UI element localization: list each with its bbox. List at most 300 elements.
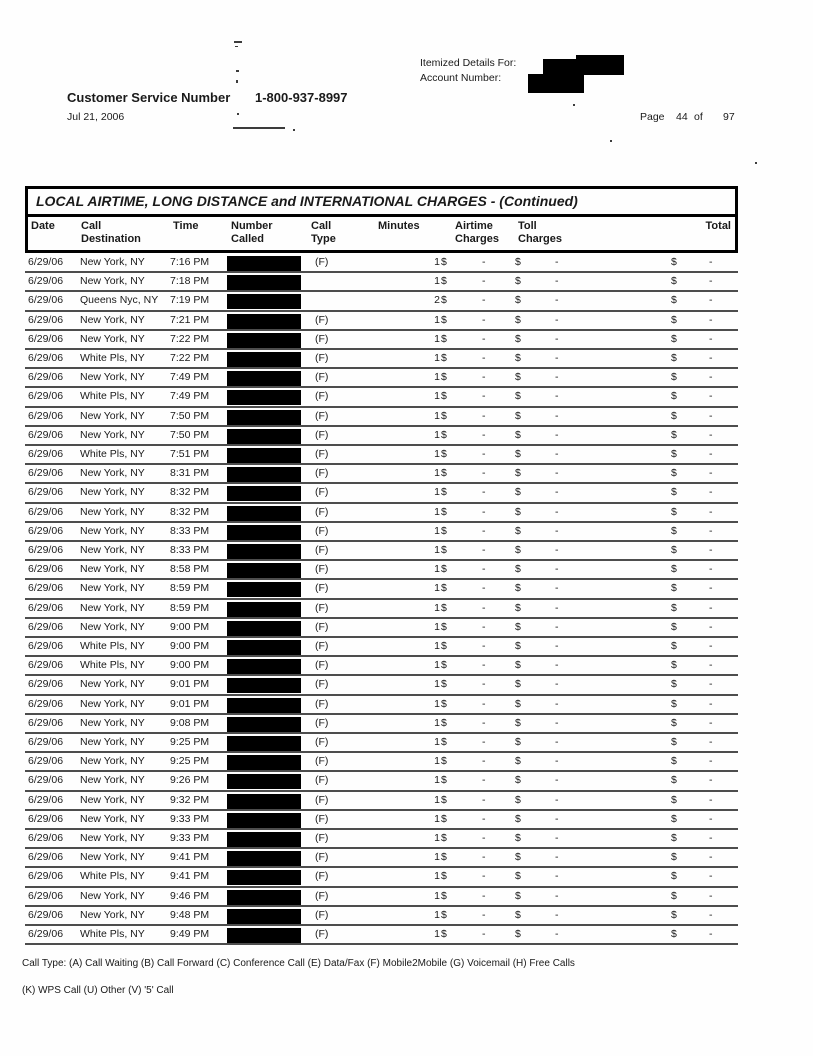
table-row (25, 542, 738, 561)
scan-artifact (237, 113, 239, 115)
cell-airtime-currency: $ (441, 908, 447, 921)
table-row (25, 907, 738, 926)
customer-service-label: Customer Service Number (67, 90, 231, 105)
cell-minutes: 1 (434, 524, 440, 537)
cell-airtime-value: - (482, 851, 486, 864)
cell-total-currency: $ (671, 486, 677, 499)
cell-date: 6/29/06 (28, 371, 64, 384)
scan-artifact (293, 129, 295, 131)
cell-airtime-value: - (482, 563, 486, 576)
redaction-box-number-called (227, 794, 301, 809)
cell-minutes: 1 (434, 716, 440, 729)
cell-total-currency: $ (671, 467, 677, 480)
redaction-box-number-called (227, 621, 301, 636)
cell-total-currency: $ (671, 851, 677, 864)
cell-total-currency: $ (671, 736, 677, 748)
cell-time: 9:41 PM (170, 851, 210, 864)
cell-airtime-value: - (482, 755, 486, 768)
cell-call-destination: White Pls, NY (80, 870, 145, 883)
cell-call-type: (F) (315, 620, 329, 633)
customer-service-number: 1-800-937-8997 (255, 90, 348, 105)
cell-minutes: 1 (434, 851, 440, 864)
cell-call-type: (F) (315, 256, 329, 268)
cell-toll-value: - (555, 467, 559, 480)
cell-minutes: 1 (434, 736, 440, 748)
cell-toll-currency: $ (515, 544, 521, 556)
cell-call-type: (F) (315, 697, 329, 710)
cell-toll-currency: $ (515, 755, 521, 768)
cell-date: 6/29/06 (28, 332, 64, 345)
cell-call-destination: New York, NY (80, 774, 145, 787)
table-row (25, 868, 738, 887)
cell-toll-value: - (555, 812, 559, 825)
redaction-box-number-called (227, 832, 301, 847)
redaction-box-number-called (227, 467, 301, 482)
cell-time: 9:25 PM (170, 755, 210, 768)
cell-time: 9:08 PM (170, 716, 210, 729)
cell-call-destination: New York, NY (80, 908, 145, 921)
cell-toll-currency: $ (515, 832, 521, 844)
cell-date: 6/29/06 (28, 352, 64, 364)
redaction-box-number-called (227, 678, 301, 693)
col-header-line: Destination (81, 233, 141, 245)
cell-toll-currency: $ (515, 774, 521, 787)
cell-total-currency: $ (671, 870, 677, 883)
col-header-minutes: Minutes (378, 220, 420, 232)
cell-total-value: - (709, 697, 713, 710)
cell-airtime-value: - (482, 544, 486, 556)
cell-total-value: - (709, 620, 713, 633)
cell-call-type: (F) (315, 352, 329, 364)
cell-call-type: (F) (315, 774, 329, 787)
cell-date: 6/29/06 (28, 832, 64, 844)
cell-airtime-currency: $ (441, 544, 447, 556)
col-header-total: Total (705, 220, 731, 232)
cell-airtime-currency: $ (441, 467, 447, 480)
cell-airtime-currency: $ (441, 889, 447, 902)
cell-toll-value: - (555, 659, 559, 672)
scan-artifact (755, 162, 757, 164)
cell-call-type: (F) (315, 659, 329, 672)
cell-total-value: - (709, 582, 713, 595)
cell-airtime-value: - (482, 736, 486, 748)
redaction-box-number-called (227, 429, 301, 444)
cell-minutes: 1 (434, 928, 440, 940)
cell-total-currency: $ (671, 793, 677, 806)
table-row (25, 273, 738, 292)
cell-time: 7:21 PM (170, 313, 210, 326)
cell-toll-currency: $ (515, 390, 521, 403)
cell-total-value: - (709, 275, 713, 288)
redaction-box-number-called (227, 717, 301, 732)
cell-call-destination: New York, NY (80, 755, 145, 768)
cell-total-currency: $ (671, 332, 677, 345)
call-type-legend-line1: Call Type: (A) Call Waiting (B) Call Forward (C) Conference Call (E) Data/Fax (F) Mobile2Mobile (G) Voicemail (H) Free Calls (22, 958, 575, 969)
cell-total-value: - (709, 313, 713, 326)
cell-date: 6/29/06 (28, 716, 64, 729)
cell-date: 6/29/06 (28, 889, 64, 902)
cell-airtime-currency: $ (441, 659, 447, 672)
cell-date: 6/29/06 (28, 697, 64, 710)
table-row (25, 465, 738, 484)
redaction-box-number-called (227, 698, 301, 713)
cell-date: 6/29/06 (28, 851, 64, 864)
cell-airtime-currency: $ (441, 275, 447, 288)
cell-toll-value: - (555, 352, 559, 364)
itemized-details-label: Itemized Details For: (420, 57, 517, 69)
cell-call-destination: New York, NY (80, 582, 145, 595)
cell-date: 6/29/06 (28, 467, 64, 480)
redaction-box-number-called (227, 256, 301, 271)
table-row (25, 734, 738, 753)
cell-airtime-currency: $ (441, 678, 447, 691)
cell-call-destination: New York, NY (80, 275, 145, 288)
cell-toll-currency: $ (515, 409, 521, 422)
cell-call-type: (F) (315, 524, 329, 537)
cell-call-type: (F) (315, 313, 329, 326)
cell-call-type: (F) (315, 428, 329, 441)
cell-call-destination: New York, NY (80, 620, 145, 633)
cell-minutes: 1 (434, 275, 440, 288)
cell-total-currency: $ (671, 390, 677, 403)
cell-time: 8:58 PM (170, 563, 210, 576)
cell-toll-currency: $ (515, 908, 521, 921)
col-header-line: Charges (518, 233, 563, 245)
cell-airtime-value: - (482, 332, 486, 345)
cell-time: 8:31 PM (170, 467, 210, 480)
cell-total-currency: $ (671, 620, 677, 633)
cell-toll-currency: $ (515, 294, 521, 307)
cell-total-value: - (709, 505, 713, 518)
cell-call-destination: New York, NY (80, 428, 145, 441)
col-header-date: Date (31, 220, 55, 232)
cell-call-type: (F) (315, 448, 329, 460)
table-row (25, 312, 738, 331)
cell-call-type: (F) (315, 832, 329, 844)
cell-total-currency: $ (671, 409, 677, 422)
col-header-line: Call (311, 220, 332, 232)
cell-toll-currency: $ (515, 889, 521, 902)
cell-total-currency: $ (671, 448, 677, 460)
cell-total-value: - (709, 755, 713, 768)
cell-toll-value: - (555, 908, 559, 921)
cell-total-currency: $ (671, 832, 677, 844)
table-row (25, 580, 738, 599)
cell-airtime-value: - (482, 582, 486, 595)
cell-total-currency: $ (671, 256, 677, 268)
redaction-box-number-called (227, 736, 301, 751)
cell-toll-currency: $ (515, 601, 521, 614)
table-row (25, 638, 738, 657)
redaction-box-number-called (227, 506, 301, 521)
cell-total-currency: $ (671, 601, 677, 614)
cell-airtime-value: - (482, 428, 486, 441)
cell-toll-value: - (555, 256, 559, 268)
cell-toll-currency: $ (515, 371, 521, 384)
cell-call-destination: New York, NY (80, 601, 145, 614)
cell-toll-currency: $ (515, 640, 521, 652)
cell-total-value: - (709, 390, 713, 403)
cell-call-type: (F) (315, 544, 329, 556)
table-row (25, 830, 738, 849)
cell-airtime-currency: $ (441, 851, 447, 864)
cell-toll-value: - (555, 275, 559, 288)
page-total: 97 (723, 111, 735, 123)
cell-call-destination: White Pls, NY (80, 390, 145, 403)
cell-call-destination: New York, NY (80, 812, 145, 825)
cell-total-value: - (709, 889, 713, 902)
redaction-box-number-called (227, 410, 301, 425)
cell-total-value: - (709, 448, 713, 460)
redaction-box-number-called (227, 870, 301, 885)
table-row (25, 504, 738, 523)
cell-minutes: 1 (434, 313, 440, 326)
cell-toll-currency: $ (515, 275, 521, 288)
cell-airtime-value: - (482, 256, 486, 268)
cell-total-currency: $ (671, 774, 677, 787)
cell-toll-value: - (555, 544, 559, 556)
cell-time: 8:32 PM (170, 486, 210, 499)
cell-airtime-value: - (482, 486, 486, 499)
cell-minutes: 1 (434, 467, 440, 480)
scan-artifact (610, 140, 612, 142)
cell-minutes: 1 (434, 908, 440, 921)
cell-date: 6/29/06 (28, 736, 64, 748)
cell-total-currency: $ (671, 582, 677, 595)
cell-minutes: 2 (434, 294, 440, 307)
cell-airtime-value: - (482, 889, 486, 902)
cell-time: 9:49 PM (170, 928, 210, 940)
cell-time: 9:33 PM (170, 812, 210, 825)
cell-date: 6/29/06 (28, 505, 64, 518)
redaction-box-number-called (227, 544, 301, 559)
cell-airtime-currency: $ (441, 620, 447, 633)
table-row (25, 772, 738, 791)
scan-artifact (234, 41, 242, 43)
cell-total-value: - (709, 467, 713, 480)
cell-airtime-value: - (482, 524, 486, 537)
cell-time: 9:00 PM (170, 659, 210, 672)
cell-toll-currency: $ (515, 697, 521, 710)
cell-call-type: (F) (315, 755, 329, 768)
cell-airtime-value: - (482, 448, 486, 460)
cell-date: 6/29/06 (28, 870, 64, 883)
cell-toll-value: - (555, 640, 559, 652)
cell-minutes: 1 (434, 582, 440, 595)
cell-call-destination: Queens Nyc, NY (80, 294, 159, 307)
cell-airtime-currency: $ (441, 332, 447, 345)
cell-total-value: - (709, 256, 713, 268)
cell-call-destination: New York, NY (80, 505, 145, 518)
table-row (25, 254, 738, 273)
cell-minutes: 1 (434, 832, 440, 844)
cell-time: 9:01 PM (170, 697, 210, 710)
cell-minutes: 1 (434, 563, 440, 576)
cell-call-type: (F) (315, 640, 329, 652)
charges-table-header-box (25, 186, 738, 253)
cell-airtime-currency: $ (441, 774, 447, 787)
cell-airtime-currency: $ (441, 313, 447, 326)
cell-toll-value: - (555, 390, 559, 403)
cell-total-value: - (709, 812, 713, 825)
redaction-box-number-called (227, 774, 301, 789)
cell-airtime-value: - (482, 659, 486, 672)
cell-call-type: (F) (315, 851, 329, 864)
cell-call-type: (F) (315, 716, 329, 729)
table-row (25, 561, 738, 580)
cell-time: 7:22 PM (170, 352, 210, 364)
cell-total-value: - (709, 774, 713, 787)
cell-total-currency: $ (671, 908, 677, 921)
cell-call-destination: New York, NY (80, 486, 145, 499)
cell-call-type: (F) (315, 390, 329, 403)
cell-call-type: (F) (315, 505, 329, 518)
scan-artifact (235, 46, 238, 47)
redaction-box-account (528, 74, 584, 93)
cell-airtime-currency: $ (441, 870, 447, 883)
cell-toll-value: - (555, 448, 559, 460)
cell-airtime-value: - (482, 620, 486, 633)
cell-toll-value: - (555, 736, 559, 748)
table-row (25, 792, 738, 811)
cell-toll-currency: $ (515, 851, 521, 864)
col-header-line: Number (231, 220, 273, 232)
table-row (25, 446, 738, 465)
cell-date: 6/29/06 (28, 582, 64, 595)
cell-call-destination: New York, NY (80, 889, 145, 902)
table-row (25, 696, 738, 715)
cell-total-value: - (709, 332, 713, 345)
cell-toll-currency: $ (515, 659, 521, 672)
redaction-box-name (576, 55, 624, 75)
cell-total-value: - (709, 908, 713, 921)
cell-call-type: (F) (315, 582, 329, 595)
cell-toll-currency: $ (515, 812, 521, 825)
cell-airtime-value: - (482, 870, 486, 883)
cell-total-currency: $ (671, 716, 677, 729)
cell-date: 6/29/06 (28, 793, 64, 806)
cell-airtime-currency: $ (441, 793, 447, 806)
redaction-box-number-called (227, 390, 301, 405)
cell-minutes: 1 (434, 486, 440, 499)
cell-airtime-currency: $ (441, 640, 447, 652)
cell-time: 7:18 PM (170, 275, 210, 288)
cell-call-type: (F) (315, 601, 329, 614)
cell-airtime-currency: $ (441, 409, 447, 422)
cell-total-currency: $ (671, 659, 677, 672)
cell-total-value: - (709, 371, 713, 384)
col-header-call-type (311, 220, 336, 246)
col-header-line: Type (311, 233, 336, 245)
redaction-box-number-called (227, 371, 301, 386)
cell-toll-currency: $ (515, 467, 521, 480)
cell-airtime-currency: $ (441, 428, 447, 441)
cell-minutes: 1 (434, 544, 440, 556)
cell-date: 6/29/06 (28, 659, 64, 672)
cell-call-destination: New York, NY (80, 697, 145, 710)
cell-date: 6/29/06 (28, 774, 64, 787)
cell-minutes: 1 (434, 620, 440, 633)
cell-minutes: 1 (434, 870, 440, 883)
table-row (25, 657, 738, 676)
table-row (25, 292, 738, 311)
cell-call-type: (F) (315, 736, 329, 748)
cell-toll-value: - (555, 313, 559, 326)
cell-total-value: - (709, 409, 713, 422)
cell-minutes: 1 (434, 448, 440, 460)
redaction-box-number-called (227, 909, 301, 924)
col-header-airtime-charges (455, 220, 499, 246)
cell-total-value: - (709, 544, 713, 556)
cell-call-type: (F) (315, 908, 329, 921)
redaction-box-number-called (227, 563, 301, 578)
cell-minutes: 1 (434, 601, 440, 614)
cell-total-value: - (709, 716, 713, 729)
cell-time: 7:49 PM (170, 371, 210, 384)
page-of-label: of (694, 111, 703, 123)
cell-total-value: - (709, 928, 713, 940)
table-row (25, 619, 738, 638)
cell-call-destination: White Pls, NY (80, 640, 145, 652)
cell-total-currency: $ (671, 544, 677, 556)
scan-artifact (233, 127, 285, 129)
cell-airtime-value: - (482, 467, 486, 480)
cell-airtime-currency: $ (441, 448, 447, 460)
scan-artifact (573, 104, 575, 106)
cell-toll-value: - (555, 524, 559, 537)
cell-toll-value: - (555, 371, 559, 384)
cell-total-value: - (709, 352, 713, 364)
cell-date: 6/29/06 (28, 448, 64, 460)
cell-airtime-currency: $ (441, 832, 447, 844)
cell-airtime-value: - (482, 313, 486, 326)
cell-airtime-value: - (482, 678, 486, 691)
cell-time: 8:59 PM (170, 582, 210, 595)
cell-call-destination: New York, NY (80, 409, 145, 422)
cell-airtime-currency: $ (441, 755, 447, 768)
cell-toll-currency: $ (515, 352, 521, 364)
cell-toll-value: - (555, 409, 559, 422)
col-header-line: Call (81, 220, 102, 232)
cell-toll-currency: $ (515, 448, 521, 460)
cell-minutes: 1 (434, 755, 440, 768)
cell-toll-value: - (555, 294, 559, 307)
cell-airtime-value: - (482, 409, 486, 422)
cell-time: 9:33 PM (170, 832, 210, 844)
cell-time: 9:46 PM (170, 889, 210, 902)
cell-date: 6/29/06 (28, 620, 64, 633)
cell-toll-currency: $ (515, 428, 521, 441)
cell-airtime-currency: $ (441, 352, 447, 364)
cell-toll-value: - (555, 832, 559, 844)
cell-time: 9:48 PM (170, 908, 210, 921)
redaction-box-number-called (227, 659, 301, 674)
cell-call-destination: New York, NY (80, 736, 145, 748)
cell-airtime-currency: $ (441, 294, 447, 307)
cell-time: 9:41 PM (170, 870, 210, 883)
cell-toll-currency: $ (515, 486, 521, 499)
cell-total-value: - (709, 486, 713, 499)
cell-toll-currency: $ (515, 313, 521, 326)
cell-date: 6/29/06 (28, 409, 64, 422)
cell-airtime-currency: $ (441, 505, 447, 518)
cell-toll-value: - (555, 870, 559, 883)
cell-total-value: - (709, 870, 713, 883)
cell-call-type: (F) (315, 793, 329, 806)
cell-total-value: - (709, 659, 713, 672)
cell-time: 8:33 PM (170, 524, 210, 537)
redaction-box-number-called (227, 890, 301, 905)
